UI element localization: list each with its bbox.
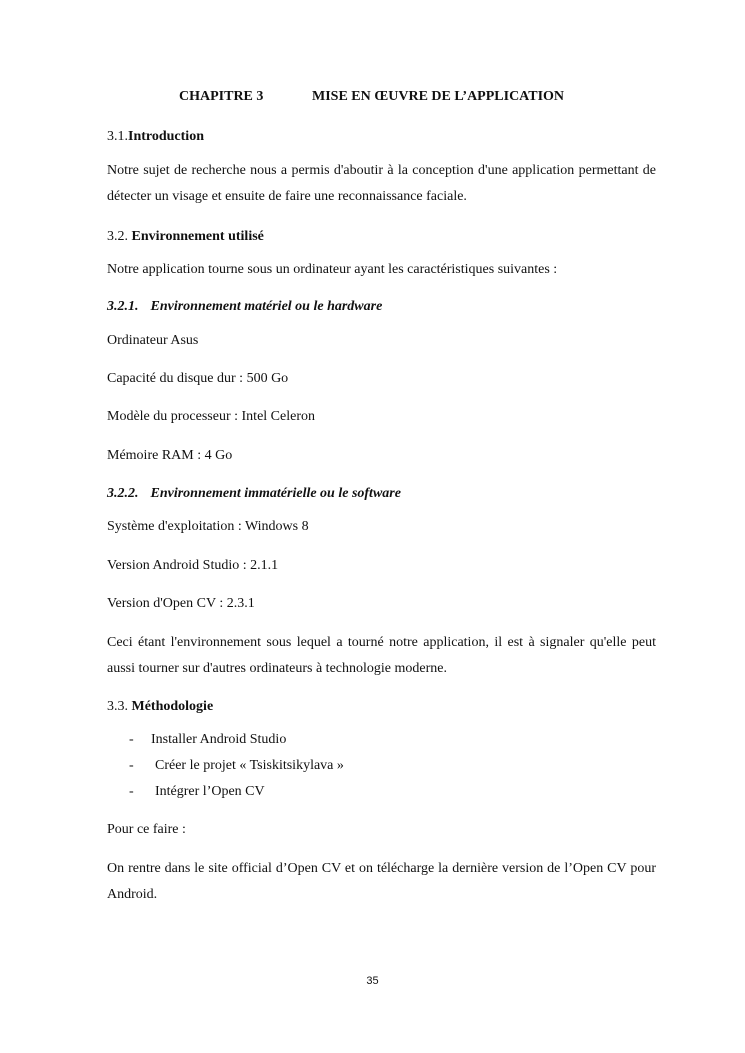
subsection-title: Environnement matériel ou le hardware [150,299,383,314]
section-heading-methodologie [107,699,213,715]
software-item: Système d'exploitation : Windows 8 [107,519,309,534]
section-number: 3.2. [107,229,128,244]
hardware-item: Capacité du disque dur : 500 Go [107,371,289,386]
section-number: 3.1. [107,129,128,144]
methodologie-bullet: Créer le projet « Tsiskitsikylava » [155,758,344,773]
pour-ce-faire: Pour ce faire : [107,822,186,837]
software-item: Version d'Open CV : 2.3.1 [107,596,255,611]
environnement-closing-paragraph: Ceci étant l'environnement sous lequel a tourné notre application, il est à signaler qu'elle peut aussi tourner sur d'autres ordinateurs à technologie moderne. [107,635,656,676]
bullet-marker: - [129,758,134,773]
subsection-number: 3.2.2. [107,486,139,501]
methodologie-bullet: Intégrer l’Open CV [155,784,265,799]
bullet-marker: - [129,784,134,799]
bullet-marker: - [129,732,134,747]
section-number: 3.3. [107,699,128,714]
section-title: Environnement utilisé [131,229,264,244]
environnement-intro: Notre application tourne sous un ordinateur ayant les caractéristiques suivantes : [107,262,558,277]
section-title: Méthodologie [131,699,214,714]
section-heading-introduction [107,129,204,145]
chapter-label: CHAPITRE 3 [179,89,264,104]
subsection-heading-hardware [107,299,382,315]
hardware-item: Modèle du processeur : Intel Celeron [107,409,315,424]
subsection-heading-software [107,486,401,502]
subsection-title: Environnement immatérielle ou le software [150,486,401,501]
methodologie-bullet: Installer Android Studio [151,732,287,747]
section-heading-environnement [107,229,264,245]
hardware-item: Ordinateur Asus [107,333,199,348]
introduction-paragraph: Notre sujet de recherche nous a permis d'aboutir à la conception d'une application permettant de détecter un visage et ensuite de faire une reconnaissance faciale. [107,163,656,204]
methodologie-paragraph: On rentre dans le site official d’Open CV et on télécharge la dernière version de l’Open CV pour Android. [107,861,656,902]
software-item: Version Android Studio : 2.1.1 [107,558,279,573]
page-number: 35 [366,975,379,987]
chapter-title: MISE EN ŒUVRE DE L’APPLICATION [312,89,565,104]
subsection-number: 3.2.1. [107,299,139,314]
section-title: Introduction [128,129,204,144]
hardware-item: Mémoire RAM : 4 Go [107,448,233,463]
